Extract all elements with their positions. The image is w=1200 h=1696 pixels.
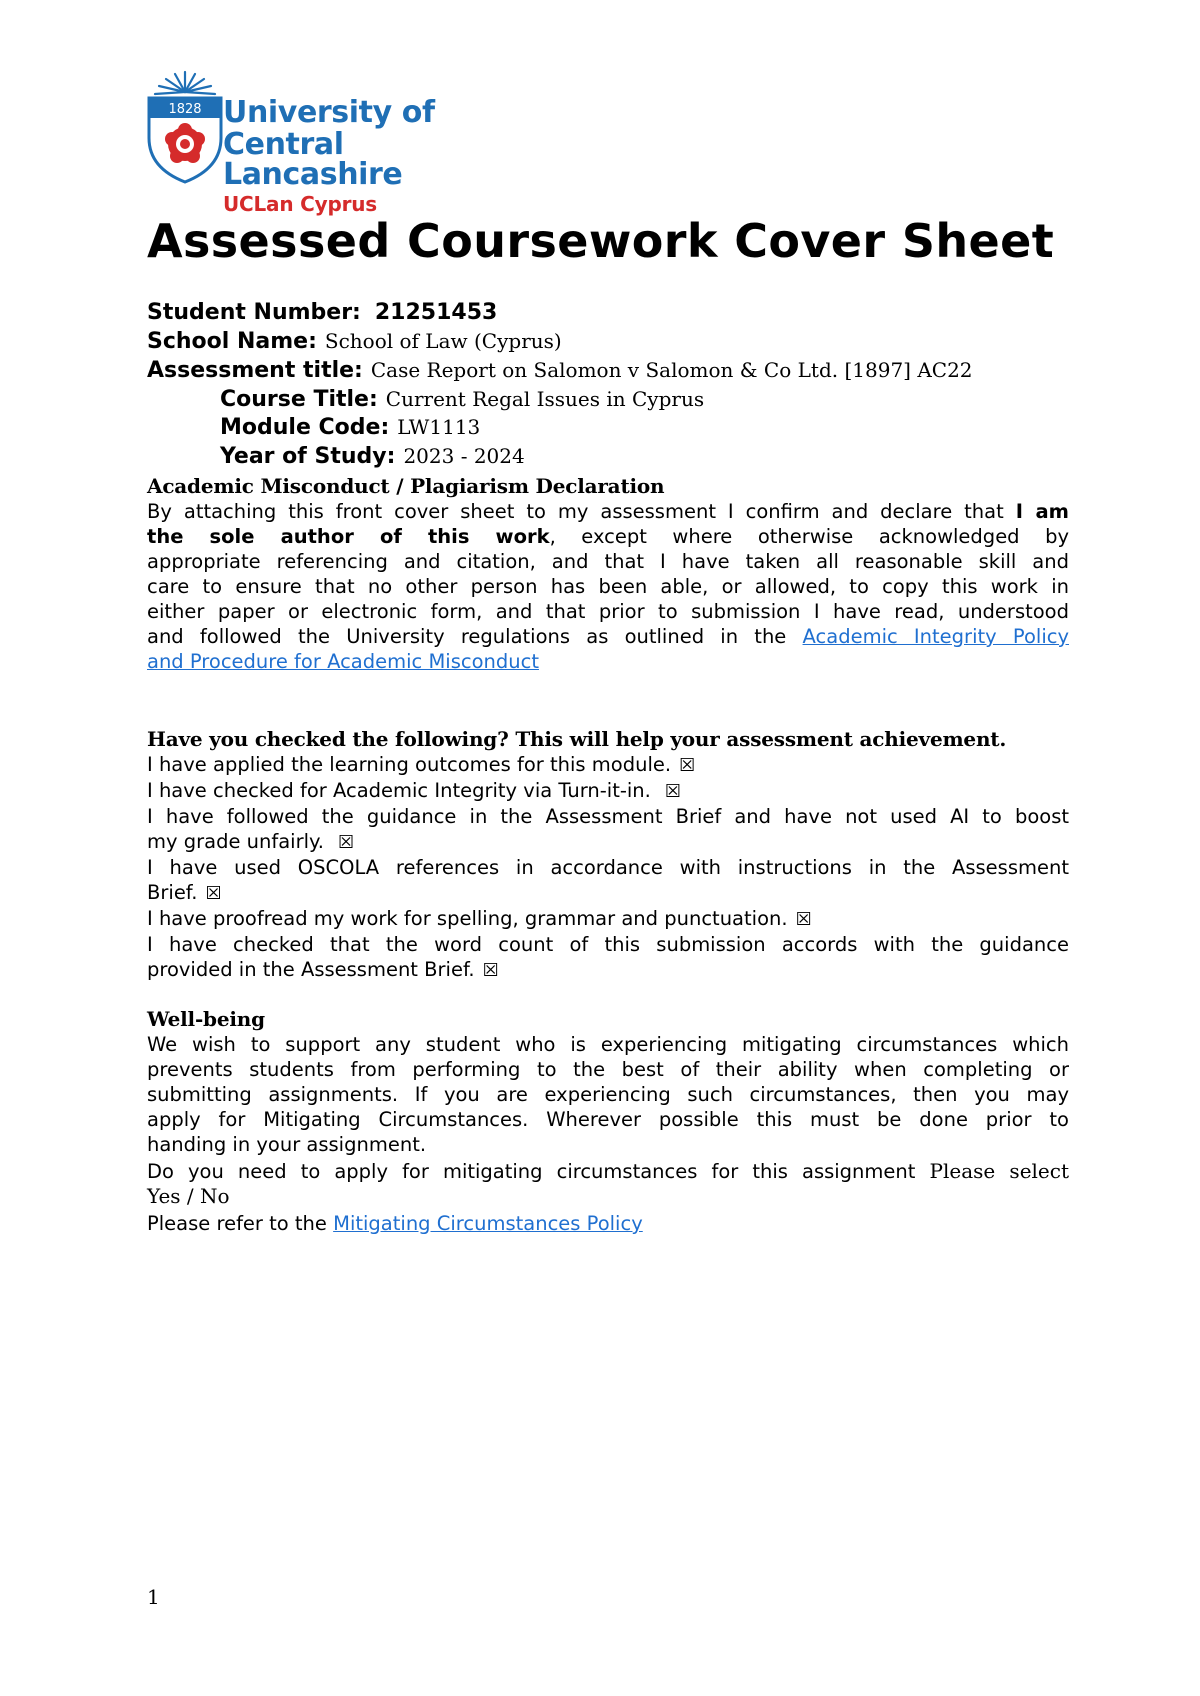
checked-box-icon[interactable]: ☒ xyxy=(482,960,499,981)
assessment-title-value: Case Report on Salomon v Salomon & Co Ltd. [1897] AC22 xyxy=(370,358,973,382)
logo-central-lancashire: Central Lancashire xyxy=(223,127,403,192)
school-name-row xyxy=(147,329,562,354)
student-number-label: Student Number: xyxy=(147,300,361,325)
mitigating-circumstances-policy-link[interactable]: Mitigating Circumstances Policy xyxy=(333,1212,643,1235)
academic-integrity-policy-link[interactable]: Academic Integrity Policy xyxy=(802,625,1069,648)
crest-year: 1828 xyxy=(168,102,202,117)
wellbeing-line-3: submitting assignments. If you are experiencing such circumstances, then you may xyxy=(147,1083,1069,1106)
checked-box-icon[interactable]: ☒ xyxy=(795,909,812,930)
declaration-line-6: and followed the University regulations as outlined in the Academic Integrity Policy xyxy=(147,625,1069,648)
yes-no-option[interactable]: Yes / No xyxy=(147,1184,230,1208)
course-title-label: Course Title: xyxy=(220,387,378,412)
checked-box-icon[interactable]: ☒ xyxy=(205,883,222,904)
school-name-label: School Name: xyxy=(147,329,317,354)
checklist-item: I have used OSCOLA references in accordance with instructions in the Assessment xyxy=(147,856,1069,879)
declaration-text xyxy=(147,499,1069,674)
logo-uclan-cyprus: UCLan Cyprus xyxy=(223,192,377,216)
checklist-heading: Have you checked the following? This will help your assessment achievement. xyxy=(147,727,1007,751)
declaration-line-2: the sole author of this work, except where otherwise acknowledged by xyxy=(147,525,1070,548)
module-code-row xyxy=(220,415,480,440)
mitigating-question xyxy=(147,1159,1069,1209)
school-name-value: School of Law (Cyprus) xyxy=(324,329,562,353)
declaration-line-5: either paper or electronic form, and that prior to submission I have read, understood xyxy=(147,600,1069,623)
checklist xyxy=(147,752,1069,983)
assessment-title-row xyxy=(147,358,973,383)
logo-wordmark xyxy=(223,95,505,216)
checklist-item-cont: my grade unfairly. ☒ xyxy=(147,830,355,853)
year-of-study-value: 2023 - 2024 xyxy=(403,444,525,468)
wellbeing-heading: Well-being xyxy=(147,1007,265,1031)
wellbeing-text xyxy=(147,1032,1069,1157)
academic-misconduct-procedure-link[interactable]: and Procedure for Academic Misconduct xyxy=(147,650,539,673)
module-code-value: LW1113 xyxy=(397,415,481,439)
declaration-line-1: By attaching this front cover sheet to my assessment I confirm and declare that I am xyxy=(147,500,1069,523)
year-of-study-row xyxy=(220,444,525,469)
checklist-item: I have checked for Academic Integrity via Turn-it-in. ☒ xyxy=(147,779,681,802)
wellbeing-line-2: prevents students from performing to the best of their ability when completing or xyxy=(147,1058,1069,1081)
checked-box-icon[interactable]: ☒ xyxy=(679,755,696,776)
page-title: Assessed Coursework Cover Sheet xyxy=(147,214,1055,268)
module-code-label: Module Code: xyxy=(220,415,390,440)
declaration-line-3: appropriate referencing and citation, and that I have taken all reasonable skill and xyxy=(147,550,1069,573)
mitigating-question-line: Do you need to apply for mitigating circumstances for this assignment Please select xyxy=(147,1159,1070,1183)
wellbeing-line-1: We wish to support any student who is experiencing mitigating circumstances which xyxy=(147,1033,1069,1056)
checklist-item: I have applied the learning outcomes for this module. ☒ xyxy=(147,753,696,776)
course-title-value: Current Regal Issues in Cyprus xyxy=(385,387,705,411)
logo-university-of: University of xyxy=(223,95,435,130)
course-title-row xyxy=(220,387,704,412)
assessment-title-label: Assessment title: xyxy=(147,358,363,383)
checklist-item: I have proofread my work for spelling, grammar and punctuation. ☒ xyxy=(147,907,812,930)
declaration-line-7 xyxy=(147,649,1069,674)
checklist-item: I have followed the guidance in the Assessment Brief and have not used AI to boost xyxy=(147,805,1069,828)
university-logo xyxy=(145,68,505,216)
declaration-heading: Academic Misconduct / Plagiarism Declaration xyxy=(147,474,665,498)
year-of-study-label: Year of Study: xyxy=(220,444,396,469)
checklist-item: I have checked that the word count of this submission accords with the guidance xyxy=(147,933,1069,956)
mitigating-refer-line: Please refer to the Mitigating Circumstances Policy xyxy=(147,1212,643,1235)
checked-box-icon[interactable]: ☒ xyxy=(664,781,681,802)
checked-box-icon[interactable]: ☒ xyxy=(338,832,355,853)
wellbeing-line-5: handing in your assignment. xyxy=(147,1133,427,1156)
page-number: 1 xyxy=(147,1585,160,1609)
declaration-line-4: care to ensure that no other person has been able, or allowed, to copy this work in xyxy=(147,575,1069,598)
student-number-row xyxy=(147,300,497,325)
crest-icon xyxy=(145,68,225,186)
mitigating-refer xyxy=(147,1211,1069,1236)
student-number-value: 21251453 xyxy=(374,300,498,325)
checklist-item-cont: provided in the Assessment Brief. ☒ xyxy=(147,958,499,981)
checklist-item-cont: Brief. ☒ xyxy=(147,881,222,904)
wellbeing-line-4: apply for Mitigating Circumstances. Wherever possible this must be done prior to xyxy=(147,1108,1069,1131)
